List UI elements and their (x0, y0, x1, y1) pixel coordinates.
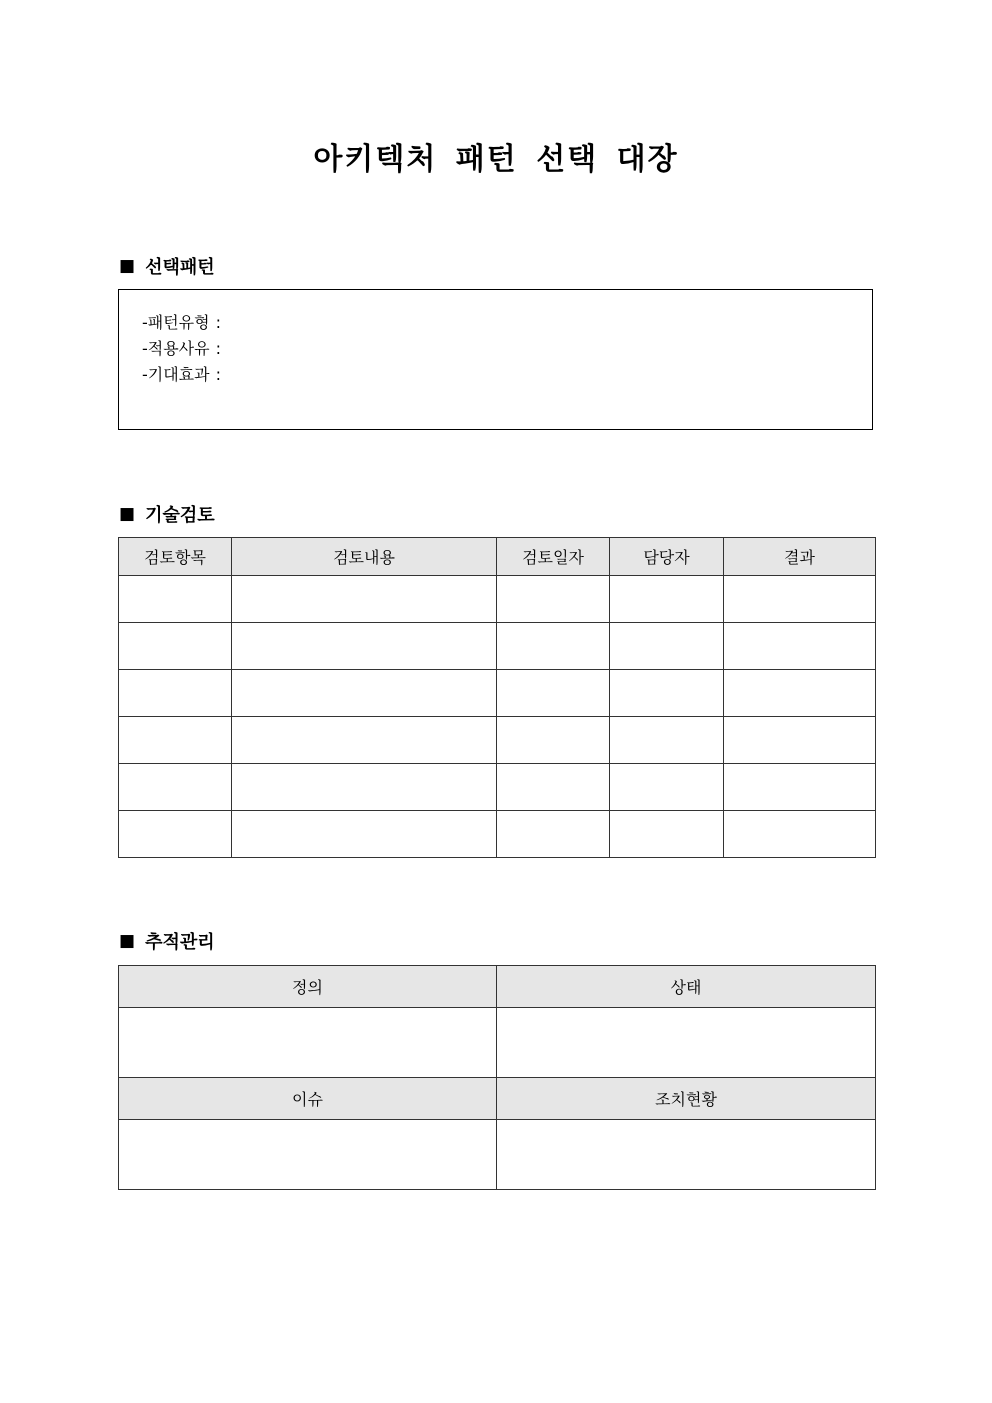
table-cell[interactable] (497, 811, 610, 858)
table-cell[interactable] (610, 670, 724, 717)
table-cell[interactable] (119, 576, 232, 623)
table-header-row (119, 538, 876, 576)
table-row (119, 764, 876, 811)
field-colon: : (215, 313, 221, 332)
column-header-action-status: 조치현황 (497, 1078, 876, 1120)
table-cell[interactable] (232, 670, 497, 717)
table-cell[interactable] (232, 764, 497, 811)
issue-cell[interactable] (119, 1120, 497, 1190)
table-cell[interactable] (232, 717, 497, 764)
column-header: 검토항목 (119, 538, 232, 576)
table-row (119, 1008, 876, 1078)
table-cell[interactable] (119, 764, 232, 811)
column-header: 검토일자 (497, 538, 610, 576)
table-cell[interactable] (497, 623, 610, 670)
column-header-status: 상태 (497, 966, 876, 1008)
status-cell[interactable] (497, 1008, 876, 1078)
section-heading-review (119, 501, 215, 527)
section-heading-label: 기술검토 (145, 505, 215, 526)
table-header-row (119, 966, 876, 1008)
section-marker: ■ (119, 930, 136, 951)
column-header-definition: 정의 (119, 966, 497, 1008)
table-cell[interactable] (497, 717, 610, 764)
table-cell[interactable] (232, 811, 497, 858)
table-cell[interactable] (119, 623, 232, 670)
table-row (119, 717, 876, 764)
field-pattern-type (142, 310, 872, 336)
section-marker: ■ (119, 503, 136, 524)
table-cell[interactable] (724, 670, 876, 717)
tracking-table (118, 965, 876, 1190)
table-cell[interactable] (119, 670, 232, 717)
section-heading-label: 추적관리 (145, 932, 215, 953)
field-colon: : (215, 339, 221, 358)
table-row (119, 623, 876, 670)
column-header: 결과 (724, 538, 876, 576)
page-title: 아키텍처 패턴 선택 대장 (313, 142, 679, 177)
field-label: -적용사유 (142, 339, 210, 358)
table-cell[interactable] (610, 717, 724, 764)
review-table (118, 537, 876, 858)
table-cell[interactable] (724, 811, 876, 858)
table-header-row (119, 1078, 876, 1120)
field-label: -기대효과 (142, 365, 210, 384)
action-status-cell[interactable] (497, 1120, 876, 1190)
field-colon: : (215, 365, 221, 384)
definition-cell[interactable] (119, 1008, 497, 1078)
field-expected-effect (142, 362, 872, 388)
field-apply-reason (142, 336, 872, 362)
section-marker: ■ (119, 255, 136, 276)
table-cell[interactable] (610, 811, 724, 858)
table-cell[interactable] (610, 623, 724, 670)
column-header: 검토내용 (232, 538, 497, 576)
table-cell[interactable] (610, 764, 724, 811)
table-row (119, 811, 876, 858)
table-row (119, 1120, 876, 1190)
table-cell[interactable] (497, 764, 610, 811)
section-heading-label: 선택패턴 (145, 257, 215, 278)
table-cell[interactable] (724, 717, 876, 764)
column-header-issue: 이슈 (119, 1078, 497, 1120)
table-row (119, 576, 876, 623)
table-cell[interactable] (232, 576, 497, 623)
table-cell[interactable] (724, 623, 876, 670)
table-cell[interactable] (232, 623, 497, 670)
column-header: 담당자 (610, 538, 724, 576)
table-cell[interactable] (497, 670, 610, 717)
section-heading-tracking (119, 928, 215, 954)
field-label: -패턴유형 (142, 313, 210, 332)
table-cell[interactable] (119, 717, 232, 764)
table-row (119, 670, 876, 717)
table-cell[interactable] (497, 576, 610, 623)
section-heading-pattern (119, 253, 215, 279)
table-cell[interactable] (724, 576, 876, 623)
table-cell[interactable] (610, 576, 724, 623)
table-cell[interactable] (724, 764, 876, 811)
table-cell[interactable] (119, 811, 232, 858)
pattern-box (118, 289, 873, 430)
